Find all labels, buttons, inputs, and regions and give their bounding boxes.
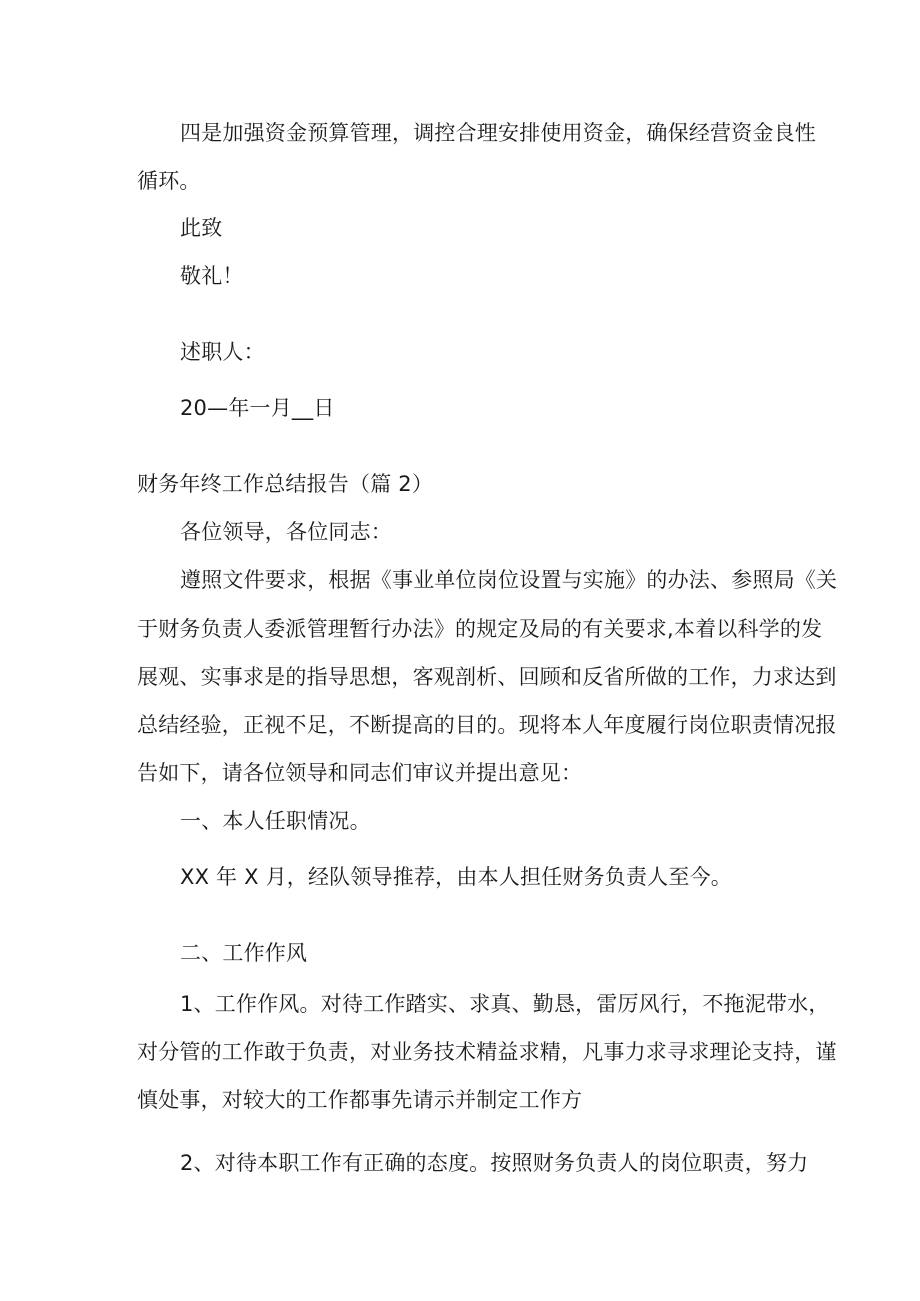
signature-label: 述职人：	[180, 340, 265, 364]
paragraph-budget-line-2: 循环。	[137, 169, 201, 193]
work-style-line-2: 对分管的工作敢于负责，对业务技术精益求精，凡事力求寻求理论支持，谨	[137, 1040, 837, 1064]
work-style-line-3: 慎处事，对较大的工作都事先请示并制定工作方	[137, 1088, 583, 1112]
salutation-jingli: 敬礼！	[180, 264, 244, 288]
paragraph-budget-line-1: 四是加强资金预算管理，调控合理安排使用资金，确保经营资金良性	[180, 121, 816, 145]
appointment-line: XX 年 X 月，经队领导推荐，由本人担任财务负责人至今。	[180, 865, 732, 889]
salutation-cizhi: 此致	[180, 216, 223, 240]
work-style-line-1: 1、工作作风。对待工作踏实、求真、勤恳，雷厉风行，不拖泥带水，	[180, 992, 830, 1016]
heading-two: 二、工作作风	[180, 941, 308, 965]
intro-line-2: 于财务负责人委派管理暂行办法》的规定及局的有关要求,本着以科学的发	[137, 617, 823, 641]
intro-line-3: 展观、实事求是的指导思想，客观剖析、回顾和反省所做的工作，力求达到	[137, 665, 837, 689]
intro-line-5: 告如下，请各位领导和同志们审议并提出意见：	[137, 761, 583, 785]
attitude-line-1: 2、对待本职工作有正确的态度。按照财务负责人的岗位职责，努力	[180, 1151, 809, 1175]
signature-date: 20—年一月__日	[180, 396, 335, 420]
intro-line-4: 总结经验，正视不足，不断提高的目的。现将本人年度履行岗位职责情况报	[137, 713, 837, 737]
intro-line-1: 遵照文件要求，根据《事业单位岗位设置与实施》的办法、参照局《关	[180, 568, 838, 592]
heading-one: 一、本人任职情况。	[180, 809, 371, 833]
greeting: 各位领导，各位同志：	[180, 520, 392, 544]
section-title: 财务年终工作总结报告（篇 2）	[137, 472, 434, 496]
